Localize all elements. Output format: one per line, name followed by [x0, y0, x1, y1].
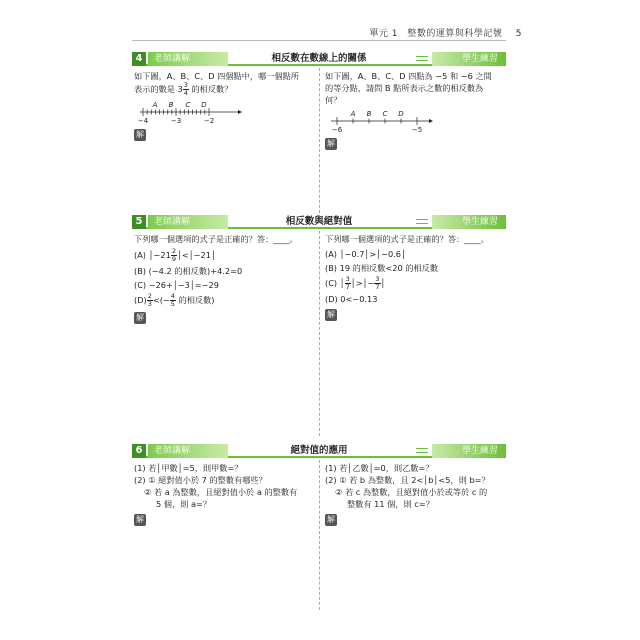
- answer-marker: 解: [327, 310, 335, 319]
- question-text: (2) ① 若 b 為整數，且 2<│b│<5，則 b=？: [325, 475, 490, 485]
- text-part: (D): [134, 295, 147, 305]
- teacher-tab: 老師講解: [148, 215, 228, 229]
- section-number: 4: [132, 52, 146, 66]
- bar-decoration: [416, 56, 428, 57]
- student-tab: 學生練習: [432, 52, 506, 66]
- teacher-column: [134, 70, 314, 141]
- teacher-column: [134, 462, 314, 526]
- question-text: (2) ① 絕對值小於 7 的整數有哪些？: [134, 475, 267, 485]
- numerator: 2: [171, 247, 176, 255]
- section-4: [132, 52, 506, 216]
- option-b: (B) (−4.2 的相反數)+4.2=0: [134, 266, 243, 276]
- point-label: B: [168, 101, 174, 109]
- running-head: [369, 26, 522, 39]
- student-column: [325, 233, 505, 321]
- denominator: 4: [183, 89, 188, 97]
- text-part: │<│−21│: [176, 250, 216, 260]
- section-6-header: [132, 444, 506, 458]
- question-text: 5 個，則 a=？: [156, 499, 212, 509]
- unit-label: 單元 1: [369, 29, 398, 39]
- option-a: (A) │−0.7│>│−0.6│: [325, 249, 406, 259]
- unit-title: 整數的運算與科學記號: [407, 29, 503, 39]
- section-5: [132, 215, 506, 434]
- bar-decoration: [416, 60, 428, 61]
- text-part: │: [380, 278, 386, 288]
- option-d: [134, 293, 314, 308]
- section-4-header: [132, 52, 506, 66]
- question-text: (1) 若│乙數│=0，則乙數=？: [325, 463, 434, 473]
- numerator: 2: [147, 292, 152, 300]
- point-label: D: [398, 110, 404, 118]
- denominator: 5: [170, 300, 175, 308]
- number-line: [325, 108, 435, 134]
- point-label: A: [152, 101, 158, 109]
- student-tab: 學生練習: [432, 215, 506, 229]
- header-rule: [132, 40, 506, 41]
- question-text: 何？: [325, 95, 342, 105]
- point-label: C: [382, 110, 388, 118]
- text-part: (A) │−21: [134, 250, 171, 260]
- question-text: 如下圖，A、B、C、D 四個點中，哪一個點所: [134, 71, 300, 81]
- bar-decoration: [416, 448, 428, 449]
- option-d: (D) 0<−0.13: [325, 294, 378, 304]
- text-part: 的相反數): [175, 295, 215, 305]
- answer-marker: 解: [136, 515, 144, 524]
- question-text: [134, 82, 314, 97]
- arrow-head: [238, 110, 242, 114]
- question-text: 下列哪一個選項的式子是正確的？答：____。: [134, 234, 298, 244]
- text-part: 的相反數？: [188, 84, 233, 94]
- answer-marker: 解: [136, 313, 144, 322]
- page-number: 5: [515, 29, 522, 39]
- teacher-tab: 老師講解: [148, 52, 228, 66]
- column-divider: [319, 460, 320, 610]
- denominator: 3: [147, 300, 152, 308]
- text-part: 表示的數是 3: [134, 84, 183, 94]
- teacher-column: [134, 233, 314, 324]
- question-text: 下列哪一個選項的式子是正確的？答：____。: [325, 234, 489, 244]
- tick-label: −3: [170, 117, 182, 125]
- bar-decoration: [416, 223, 428, 224]
- student-column: [325, 462, 505, 526]
- bar-decoration: [416, 452, 428, 453]
- student-column: [325, 70, 505, 150]
- number-line: [134, 99, 244, 125]
- numerator: 3: [183, 81, 188, 89]
- question-text: ② 若 c 為整數，且絕對值小於或等於 c 的: [335, 487, 488, 497]
- section-title: 相反數在數線上的關係: [271, 53, 367, 64]
- student-tab: 學生練習: [432, 444, 506, 458]
- denominator: 7: [345, 283, 350, 291]
- option-a: [134, 248, 314, 263]
- section-number: 6: [132, 444, 146, 458]
- option-c: [325, 276, 505, 291]
- section-title: 相反數與絕對值: [285, 216, 353, 227]
- answer-marker: 解: [327, 139, 335, 148]
- section-number: 5: [132, 215, 146, 229]
- section-6: [132, 444, 506, 608]
- point-label: C: [185, 101, 191, 109]
- option-c: (C) −26+│−3│=−29: [134, 280, 219, 290]
- bar-decoration: [416, 219, 428, 220]
- answer-marker: 解: [136, 130, 144, 139]
- question-text: ② 若 a 為整數，且絕對值小於 a 的整數有: [144, 487, 298, 497]
- point-label: B: [366, 110, 372, 118]
- tick-label: −2: [203, 117, 215, 125]
- text-part: <(−: [152, 295, 170, 305]
- question-text: 如下圖，A、B、C、D 四點為 −5 和 −6 之間: [325, 71, 492, 81]
- tick-label: −5: [411, 126, 423, 134]
- column-divider: [319, 231, 320, 436]
- teacher-tab: 老師講解: [148, 444, 228, 458]
- text-part: (C) │: [325, 278, 345, 288]
- section-title: 絕對值的應用: [290, 445, 348, 456]
- question-text: 的等分點，請問 B 點所表示之數的相反數為: [325, 83, 484, 93]
- question-text: (1) 若│甲數│=5，則甲數=？: [134, 463, 243, 473]
- question-text: 整數有 11 個，則 c=？: [347, 499, 434, 509]
- denominator: 9: [171, 255, 176, 263]
- tick-label: −4: [137, 117, 149, 125]
- text-part: │>│−: [350, 278, 375, 288]
- answer-marker: 解: [327, 515, 335, 524]
- numerator: 3: [345, 275, 350, 283]
- arrow-head: [429, 119, 433, 123]
- numerator: 4: [170, 292, 175, 300]
- numerator: 3: [375, 275, 380, 283]
- denominator: 7: [375, 283, 380, 291]
- point-label: D: [201, 101, 207, 109]
- point-label: A: [350, 110, 356, 118]
- option-b: (B) 19 的相反數<20 的相反數: [325, 263, 439, 273]
- tick-label: −6: [331, 126, 343, 134]
- column-divider: [319, 68, 320, 218]
- section-5-header: [132, 215, 506, 229]
